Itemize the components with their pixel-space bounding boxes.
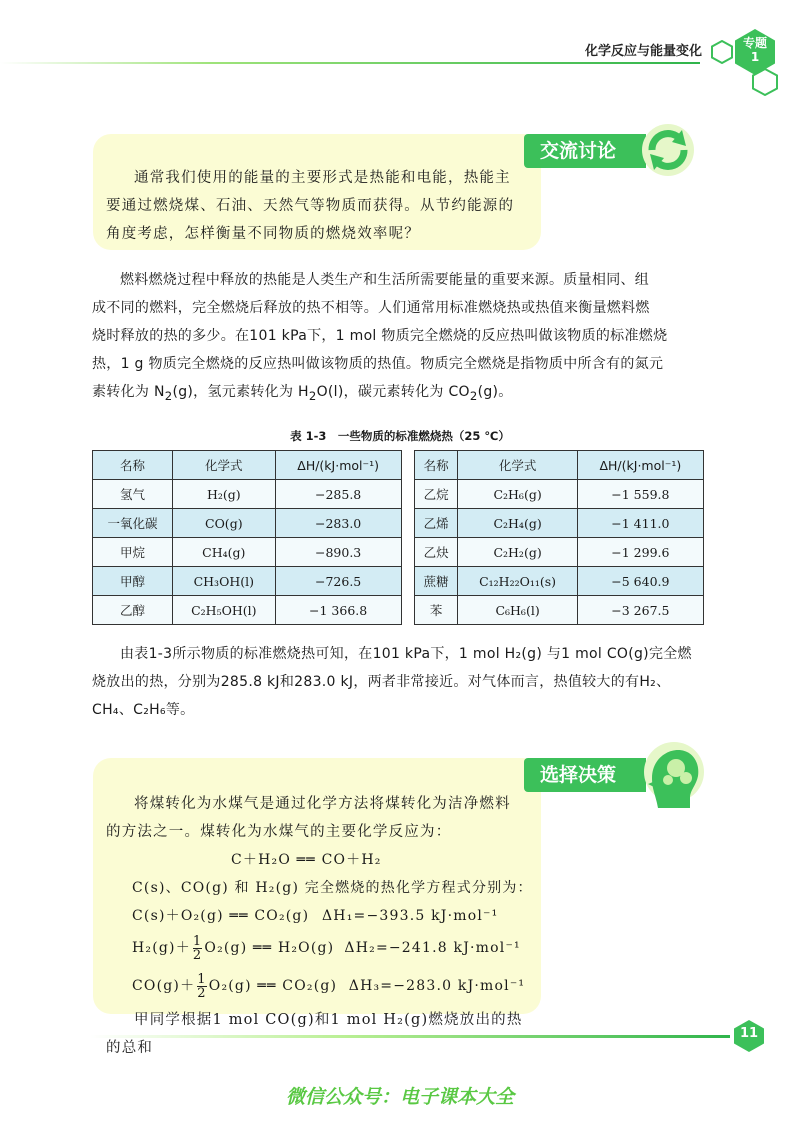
table-cell: −3 267.5 <box>577 596 703 625</box>
hexagon-outline-icon <box>711 40 733 64</box>
table-row <box>93 596 704 625</box>
table-cell: 乙炔 <box>414 538 458 567</box>
thermo-equation-1 <box>106 902 536 930</box>
table-cell: −1 299.6 <box>577 538 703 567</box>
paragraph-line: 烧时释放的热的多少。在101 kPa下，1 mol 物质完全燃烧的反应热叫做该物质的标准燃烧 <box>92 328 668 344</box>
paragraph-line: 热，1 g 物质完全燃烧的反应热叫做该物质的热值。物质完全燃烧是指物质中所含有的氮元 <box>92 356 664 372</box>
combustion-heat-table <box>92 450 704 625</box>
table-cell: 苯 <box>414 596 458 625</box>
text-fragment: (g)。 <box>477 384 513 400</box>
table-cell: −1 366.8 <box>275 596 401 625</box>
table-cell: 蔗糖 <box>414 567 458 596</box>
page-number: 11 <box>739 1026 759 1041</box>
table-row <box>93 538 704 567</box>
decision-text <box>106 790 536 1062</box>
column-header: 名称 <box>93 451 173 480</box>
decision-line: 的方法之一。煤转化为水煤气的主要化学反应为： <box>106 824 452 840</box>
table-cell: 甲烷 <box>93 538 173 567</box>
table-gap <box>401 480 414 509</box>
text-fragment: 素转化为 N <box>92 384 165 400</box>
table-gap <box>401 509 414 538</box>
recycle-arrows-icon <box>638 120 698 180</box>
table-cell: C₆H₆(l) <box>458 596 577 625</box>
table-gap <box>401 567 414 596</box>
table-cell: 乙醇 <box>93 596 173 625</box>
table-cell: −285.8 <box>275 480 401 509</box>
table-cell: CH₃OH(l) <box>173 567 275 596</box>
table-cell: −1 411.0 <box>577 509 703 538</box>
badge-label: 专题 <box>742 36 767 50</box>
paragraph-line: 素转化为 $N_2(g)$，氢元素转化为 $H_2O(l)$，碳元素转化为 $CO_2(g)$。 <box>92 384 513 403</box>
fraction-one-half <box>193 935 202 962</box>
table-cell: H₂(g) <box>173 480 275 509</box>
fraction-one-half <box>197 973 206 1000</box>
fraction-numerator: 1 <box>192 933 203 949</box>
table-cell: −283.0 <box>275 509 401 538</box>
table-cell: CO(g) <box>173 509 275 538</box>
watermark: 微信公众号：电子课本大全 <box>285 1086 514 1108</box>
table-cell: −5 640.9 <box>577 567 703 596</box>
fraction-denominator: 2 <box>197 985 207 1001</box>
thinking-head-icon <box>636 738 708 818</box>
table-cell: C₂H₂(g) <box>458 538 577 567</box>
chapter-title: 化学反应与能量变化 <box>585 44 703 59</box>
table-gap <box>401 538 414 567</box>
decision-line: 甲同学根据1 mol CO(g)和1 mol H₂(g)燃烧放出的热的总和 <box>106 1012 523 1056</box>
thermo-equation-3 <box>106 966 536 1006</box>
table-cell: 乙烷 <box>414 480 458 509</box>
text-fragment: (g)，氢元素转化为 H <box>172 384 309 400</box>
table-cell: C₂H₅OH(l) <box>173 596 275 625</box>
table-cell: −1 559.8 <box>577 480 703 509</box>
column-header: ΔH/(kJ·mol⁻¹) <box>577 451 703 480</box>
discussion-tag: 交流讨论 <box>524 134 646 168</box>
column-header: 化学式 <box>458 451 577 480</box>
table-cell: −726.5 <box>275 567 401 596</box>
table-row <box>93 509 704 538</box>
equation-part: O₂(g) ══ H₂O(g) <box>204 940 335 956</box>
equation-part: H₂(g)＋ <box>132 940 191 956</box>
header-rule <box>0 62 700 64</box>
paragraph-line: 由表1-3所示物质的标准燃烧热可知，在101 kPa下，1 mol H₂(g) 与1 mol CO(g)完全燃 <box>120 646 692 662</box>
discussion-line: 通常我们使用的能量的主要形式是热能和电能，热能主 <box>134 170 511 186</box>
equation-enthalpy: ΔH₂=−241.8 kJ·mol⁻¹ <box>344 940 521 956</box>
text-fragment: O(l)，碳元素转化为 CO <box>316 384 470 400</box>
table-cell: C₂H₆(g) <box>458 480 577 509</box>
discussion-line: 角度考虑，怎样衡量不同物质的燃烧效率呢？ <box>106 226 420 242</box>
table-cell: C₂H₄(g) <box>458 509 577 538</box>
discussion-line: 要通过燃烧煤、石油、天然气等物质而获得。从节约能源的 <box>106 198 515 214</box>
table-cell: 氢气 <box>93 480 173 509</box>
statement-line: C(s)、CO(g) 和 H₂(g) 完全燃烧的热化学方程式分别为： <box>132 880 533 896</box>
thermo-equation-2 <box>106 930 536 966</box>
table-cell: 一氧化碳 <box>93 509 173 538</box>
table-caption: 表 1-3 一些物质的标准燃烧热（25 ℃） <box>290 429 510 443</box>
equation-part: CO(g)＋ <box>132 978 196 994</box>
equation-part: O₂(g) ══ CO₂(g) <box>208 978 338 994</box>
table-cell: 乙烯 <box>414 509 458 538</box>
badge-number: 1 <box>750 50 760 64</box>
equation-enthalpy: ΔH₃=−283.0 kJ·mol⁻¹ <box>348 978 526 994</box>
decision-tag: 选择决策 <box>524 758 646 792</box>
table-gap <box>401 596 414 625</box>
column-header: 名称 <box>414 451 458 480</box>
hexagon-decoration-icon <box>752 68 778 96</box>
table-row <box>93 480 704 509</box>
equation-left: C(s)＋O₂(g) ══ CO₂(g) <box>132 908 310 924</box>
reaction-equation: C＋H₂O ══ CO＋H₂ <box>231 852 382 868</box>
table-header-row <box>93 451 704 480</box>
body-paragraph-2 <box>92 640 722 724</box>
fraction-denominator: 2 <box>192 947 203 963</box>
table-row <box>93 567 704 596</box>
column-header: 化学式 <box>173 451 275 480</box>
body-paragraph-1 <box>92 266 722 410</box>
chapter-badge <box>736 36 774 64</box>
table-cell: C₁₂H₂₂O₁₁(s) <box>458 567 577 596</box>
fraction-numerator: 1 <box>197 971 207 987</box>
table-cell: CH₄(g) <box>173 538 275 567</box>
table-cell: −890.3 <box>275 538 401 567</box>
decision-line: 将煤转化为水煤气是通过化学方法将煤转化为洁净燃料 <box>134 796 511 812</box>
table-cell: 甲醇 <box>93 567 173 596</box>
paragraph-line: CH₄、C₂H₆等。 <box>92 702 195 718</box>
equation-enthalpy: ΔH₁=−393.5 kJ·mol⁻¹ <box>322 908 499 924</box>
table-gap <box>401 451 414 480</box>
paragraph-line: 烧放出的热，分别为285.8 kJ和283.0 kJ，两者非常接近。对气体而言，热值较大的有H₂、 <box>92 674 671 690</box>
footer-rule <box>90 1035 730 1038</box>
discussion-text <box>106 164 526 248</box>
column-header: ΔH/(kJ·mol⁻¹) <box>275 451 401 480</box>
paragraph-line: 成不同的燃料，完全燃烧后释放的热不相等。人们通常用标准燃烧热或热值来衡量燃料燃 <box>92 300 650 316</box>
paragraph-line: 燃料燃烧过程中释放的热能是人类生产和生活所需要能量的重要来源。质量相同、组 <box>120 272 650 288</box>
